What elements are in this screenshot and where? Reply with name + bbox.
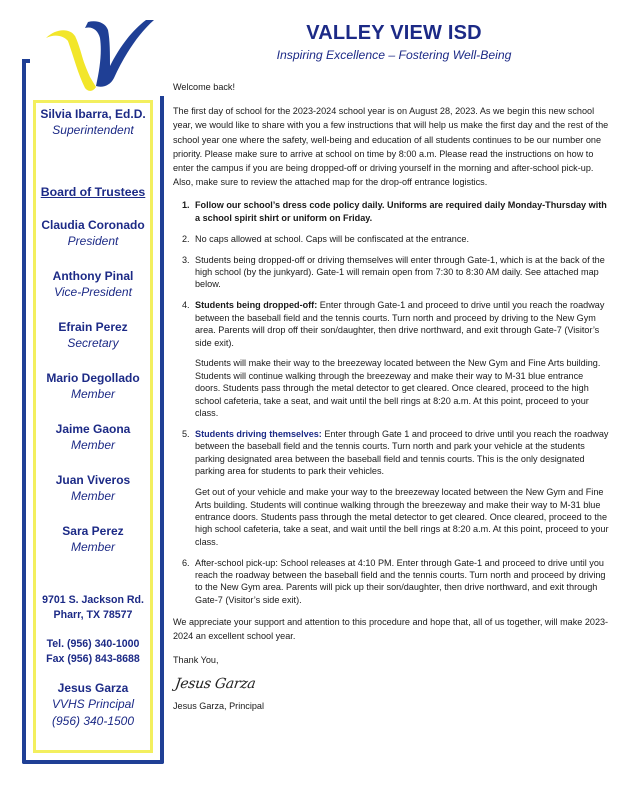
- board-member: [36, 319, 150, 351]
- list-number: 2.: [182, 233, 190, 244]
- sign-off: Thank You,: [173, 655, 219, 666]
- board-member: [36, 217, 150, 249]
- list-text: Follow our school’s dress code policy daily. Uniforms are required daily Monday-Thursday with a school spirit shirt or uniform on Friday.: [195, 200, 607, 223]
- superintendent-block: [36, 106, 150, 138]
- contact-block: [36, 637, 150, 667]
- address-block: [36, 593, 150, 623]
- instructions-list: [173, 199, 609, 606]
- list-number: 5.: [182, 429, 190, 440]
- member-role: Vice-President: [54, 285, 132, 299]
- member-name: Juan Viveros: [55, 473, 131, 487]
- list-number: 1.: [182, 200, 190, 211]
- district-title: VALLEY VIEW ISD: [306, 22, 482, 44]
- member-role: Member: [70, 387, 115, 401]
- signer-name: Jesus Garza, Principal: [173, 701, 264, 712]
- member-name: Sara Perez: [62, 524, 124, 538]
- district-motto: Inspiring Excellence – Fostering Well-Being: [276, 48, 512, 62]
- sidebar-frame-gap: [158, 59, 166, 96]
- letterhead: [170, 22, 618, 62]
- principal-role: VVHS Principal: [51, 697, 135, 711]
- list-label: Students driving themselves:: [195, 429, 322, 440]
- board-heading: Board of Trustees: [40, 185, 146, 199]
- list-item: [173, 254, 609, 291]
- member-name: Anthony Pinal: [52, 269, 134, 283]
- list-number: 4.: [182, 300, 190, 311]
- list-item: [173, 557, 609, 607]
- greeting: Welcome back!: [173, 82, 235, 92]
- member-role: Member: [70, 489, 115, 503]
- signature-image: Jesus Garza: [173, 676, 257, 693]
- letter-body: [173, 80, 609, 714]
- member-role: Secretary: [67, 336, 119, 350]
- address-line1: 9701 S. Jackson Rd.: [42, 594, 144, 606]
- list-item: [173, 233, 609, 245]
- member-name: Mario Degollado: [46, 371, 140, 385]
- member-name: Claudia Coronado: [41, 218, 145, 232]
- board-member: [36, 523, 150, 555]
- sidebar-frame-tab: [22, 59, 30, 63]
- list-subparagraph: Students will make their way to the breezeway located between the New Gym and Fine Arts building. Students will continue walking through the breezeway and make their way to M-31 blue entrance doors. Students pass through the metal detector to get cleared. Once cleared, proceed to the high school cafeteria, take a seat, and wait until the bell rings at 8:20 a.m. At this point, proceed to your class.: [195, 358, 601, 419]
- list-text: Students being dropped-off or driving themselves will enter through Gate-1, which is at the back of the high school (by the junkyard). Gate-1 will remain open from 7:30 to 8:30 AM daily. See attached map below.: [195, 254, 605, 290]
- sidebar: [36, 104, 150, 730]
- principal-phone: (956) 340-1500: [51, 714, 135, 728]
- closing-paragraph: We appreciate your support and attention to this procedure and hope that, all of us together, will make 2023-2024 an excellent school year.: [173, 616, 609, 641]
- member-role: Member: [70, 540, 115, 554]
- list-text: Enter through Gate-1 and proceed to drive until you reach the roadway between the baseball field and the tennis courts. Turn north and proceed by driving to the New Gym area. Parents will drop off their son/daughter, then drive northward, and exit through Gate-7 (Visitor’s side exit).: [195, 300, 605, 348]
- address-line2: Pharr, TX 78577: [53, 609, 133, 621]
- member-role: President: [67, 234, 119, 248]
- board-member: [36, 370, 150, 402]
- list-text: After-school pick-up: School releases at 4:10 PM. Enter through Gate-1 and proceed to drive until you reach the roadway between the baseball field and the tennis courts. Turn north and proceed by driving to the New Gym area. Parents will pick up their son/daughter, then drive northward, and exit through Gate-7 (Visitor’s side exit).: [195, 557, 606, 605]
- list-subparagraph: Get out of your vehicle and make your way to the breezeway located between the New Gym and Fine Arts building. Students will continue walking through the breezeway and make their way to M-31 blue entrance doors. Students pass through the metal detector to get cleared. Once cleared, proceed to the high school cafeteria, take a seat, and wait until the bell rings at 8:20 a.m. At this point, proceed to your class.: [195, 487, 609, 547]
- principal-block: [36, 680, 150, 730]
- member-role: Member: [70, 438, 115, 452]
- board-member: [36, 472, 150, 504]
- list-number: 3.: [182, 254, 190, 265]
- superintendent-name: Silvia Ibarra, Ed.D.: [40, 107, 146, 121]
- principal-name: Jesus Garza: [57, 681, 129, 695]
- member-name: Efrain Perez: [58, 320, 128, 334]
- list-label: Students being dropped-off:: [195, 300, 318, 311]
- list-item: [173, 199, 609, 224]
- list-number: 6.: [182, 557, 190, 568]
- phone-number: Tel. (956) 340-1000: [46, 638, 140, 650]
- list-item: [173, 428, 609, 548]
- superintendent-role: Superintendent: [52, 123, 134, 137]
- board-member: [36, 268, 150, 300]
- board-member: [36, 421, 150, 453]
- fax-number: Fax (956) 843-8688: [46, 653, 140, 665]
- list-item: [173, 299, 609, 419]
- list-text: No caps allowed at school. Caps will be confiscated at the entrance.: [195, 233, 469, 244]
- member-name: Jaime Gaona: [55, 422, 131, 436]
- list-text: Enter through Gate 1 and proceed to drive until you reach the roadway between the baseball field and the tennis courts. Turn north and park your vehicle at the students parking designated area between the baseball field and tennis courts. This is the only designated parking area for students to park their vehicles.: [195, 429, 609, 477]
- intro-paragraph: The first day of school for the 2023-2024 school year is on August 28, 2023. As we begin this new school year, we would like to share with you a few instructions that will help us make the first day and the rest of the school year one where the safety, well-being and education of all students continues to be our number one priority. Please make sure to arrive at school on time by 8:00 a.m. Please read the instructions on how to enter the campus if you are being dropped-off or driving yourself in the morning and after-school pick-up. Also, make sure to review the attached map for the drop-off entrance logistics.: [173, 106, 609, 188]
